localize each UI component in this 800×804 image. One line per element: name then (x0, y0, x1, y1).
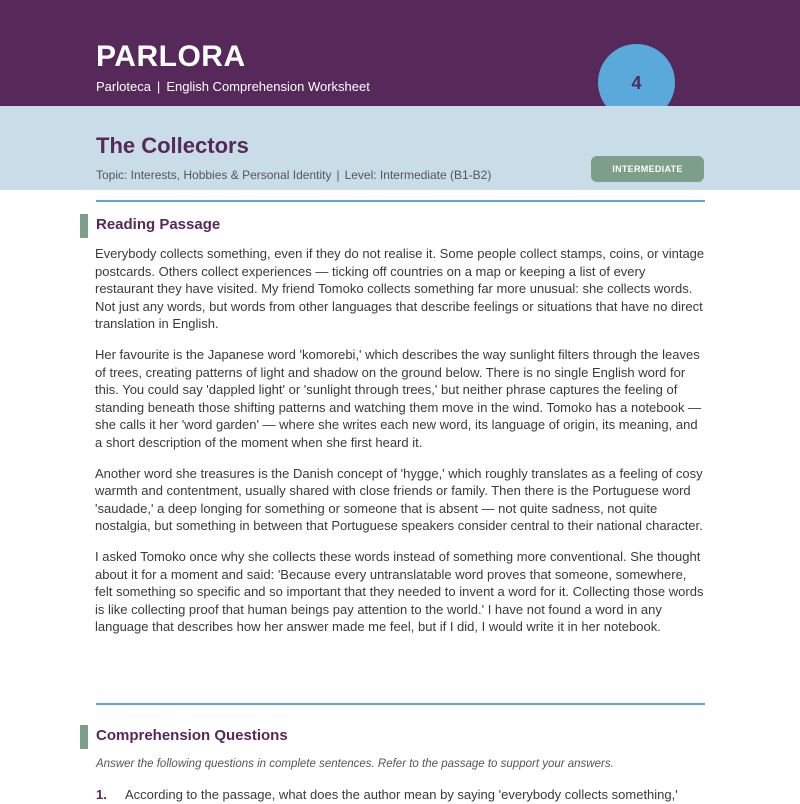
passage-paragraph: I asked Tomoko once why she collects these words instead of something more conventional. She thought about it for a moment and said: 'Because every untranslatable word proves that someone, somewhere, felt something so specific and so important that they needed to invent a word for it. Collecting those words is like collecting proof that human beings pay attention to the world.' I have not found a word in any language that describes how her answer made me feel, but if I did, I would write it in her notebook. (95, 548, 704, 635)
header-tagline (96, 79, 370, 94)
question-number: 1. (96, 787, 107, 802)
worksheet-meta (96, 168, 491, 182)
section-divider (96, 703, 705, 705)
reading-passage (95, 245, 707, 649)
section-divider (96, 200, 705, 202)
level-badge: INTERMEDIATE (591, 156, 704, 182)
comprehension-heading: Comprehension Questions (96, 727, 288, 744)
worksheet-number: 4 (631, 73, 642, 93)
brand-name: PARLORA (96, 40, 246, 73)
section-marker (80, 725, 88, 749)
worksheet-type: English Comprehension Worksheet (166, 79, 370, 94)
passage-paragraph: Her favourite is the Japanese word 'komorebi,' which describes the way sunlight filters through the leaves of trees, creating patterns of light and shadow on the ground below. There is no single English word for this. You could say 'dappled light' or 'sunlight through trees,' but neither phrase captures the feeling of standing beneath those shifting patterns and watching them move in the wind. Tomoko has a notebook — she calls it her 'word garden' — where she writes each new word, its language of origin, its meaning, and a short description of the moment when she first heard it. (95, 346, 702, 450)
reading-heading: Reading Passage (96, 216, 221, 233)
passage-paragraph: Everybody collects something, even if they do not realise it. Some people collect stamps, coins, or vintage postcards. Others collect experiences — ticking off countries on a map or keeping a list of every restaurant they have visited. My friend Tomoko collects something far more unusual: she collects words. Not just any words, but words from other languages that describe feelings or situations that have no direct translation in English. (95, 246, 705, 332)
header-bar (0, 0, 800, 106)
title-band (0, 106, 800, 190)
meta-separator: | (336, 168, 340, 182)
passage-paragraph: Another word she treasures is the Danish concept of 'hygge,' which roughly translates as a feeling of cosy warmth and contentment, usually shared with close friends or family. Then there is the Portuguese word 'saudade,' a deep longing for something or someone that is absent — not quite sadness, not quite nostalgia, but something in between that Portuguese speakers consider central to their national character. (95, 465, 703, 534)
page-title: The Collectors (96, 133, 249, 158)
question-text: According to the passage, what does the author mean by saying 'everybody collects something,' (125, 787, 678, 802)
subbrand-name: Parloteca (96, 79, 151, 94)
level-label: Level: Intermediate (B1-B2) (344, 168, 492, 182)
topic-label: Topic: Interests, Hobbies & Personal Identity (96, 168, 332, 182)
tagline-separator: | (156, 79, 161, 94)
section-marker (80, 214, 88, 238)
comprehension-instructions: Answer the following questions in complete sentences. Refer to the passage to support your answers. (96, 758, 614, 770)
